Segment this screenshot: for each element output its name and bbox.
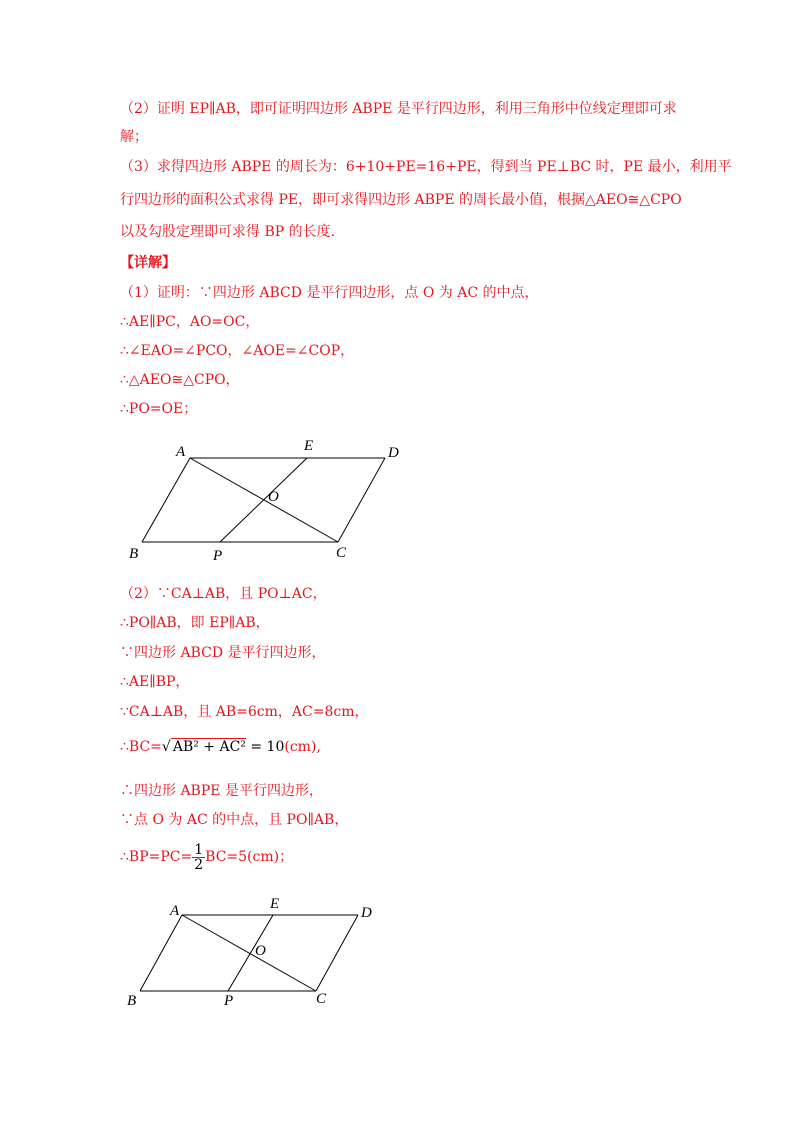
- analysis-part3-line2: 行四边形的面积公式求得 PE，即可求得四边形 ABPE 的周长最小值，根据△AEO≅△CPO: [120, 192, 682, 208]
- bc-formula: ∴BC=√ AB² + AC² = 10(cm),: [120, 739, 321, 755]
- label-E: E: [270, 896, 280, 912]
- segment-AB: [142, 458, 190, 542]
- part1-line: ∴∠EAO=∠PCO，∠AOE=∠COP，: [120, 343, 355, 359]
- label-C: C: [316, 991, 327, 1007]
- label-D: D: [388, 445, 399, 461]
- fraction-denominator: 2: [194, 856, 204, 873]
- part2-line: ∴AE∥BP，: [120, 674, 190, 690]
- segment-EP: [220, 458, 307, 542]
- analysis-part3-line3: 以及勾股定理即可求得 BP 的长度.: [120, 224, 336, 240]
- part2b-line: ∴四边形 ABPE 是平行四边形，: [120, 783, 323, 799]
- bp-formula: [120, 842, 293, 872]
- parallelogram-figure-2: [118, 893, 398, 1023]
- part2-line: ∵CA⊥AB，且 AB=6cm，AC=8cm，: [120, 704, 369, 720]
- part1-line: ∴AE∥PC，AO=OC，: [120, 314, 260, 330]
- one-half-fraction: [192, 843, 205, 872]
- part2b-line: ∵点 O 为 AC 的中点，且 PO∥AB，: [120, 812, 349, 828]
- part2-line: （2）∵CA⊥AB，且 PO⊥AC，: [120, 586, 327, 602]
- part2-line: ∴PO∥AB，即 EP∥AB，: [120, 615, 270, 631]
- label-E: E: [304, 438, 314, 454]
- part1-line: ∴PO=OE；: [120, 401, 198, 417]
- bc-formula-prefix: ∴BC=: [120, 739, 162, 755]
- label-B: B: [127, 993, 137, 1009]
- segment-DC: [338, 458, 385, 542]
- part1-line: （1）证明：∵四边形 ABCD 是平行四边形，点 O 为 AC 的中点，: [120, 285, 539, 301]
- bp-formula-prefix: ∴BP=PC=: [120, 849, 193, 865]
- segment-DC: [316, 915, 358, 991]
- label-D: D: [361, 905, 372, 921]
- label-A: A: [170, 903, 180, 919]
- analysis-part3-line1: （3）求得四边形 ABPE 的周长为：6+10+PE=16+PE，得到当 PE⊥BC 时，PE 最小，利用平: [120, 159, 732, 175]
- label-O: O: [255, 943, 266, 959]
- fraction-numerator: 1: [194, 841, 204, 858]
- segment-EP: [228, 915, 273, 991]
- label-A: A: [176, 444, 186, 460]
- segment-AB: [140, 915, 182, 991]
- analysis-part2-line1: （2）证明 EP∥AB，即可证明四边形 ABPE 是平行四边形，利用三角形中位线定理即可求: [120, 101, 677, 117]
- part2-line: ∵四边形 ABCD 是平行四边形，: [120, 645, 326, 661]
- segment-AC: [182, 915, 316, 991]
- bp-formula-suffix: BC=5(cm)；: [205, 849, 294, 865]
- part1-line: ∴△AEO≅△CPO，: [120, 372, 240, 388]
- label-O: O: [268, 489, 279, 505]
- detail-header: 【详解】: [120, 255, 176, 271]
- bc-formula-result: = 10: [250, 739, 285, 755]
- bc-formula-unit: (cm),: [284, 739, 321, 755]
- parallelogram-figure-1: [120, 430, 420, 580]
- label-C: C: [336, 545, 347, 561]
- bc-formula-radicand: AB² + AC²: [172, 739, 246, 755]
- label-P: P: [224, 993, 234, 1009]
- label-B: B: [129, 546, 139, 562]
- analysis-part2-line2: 解；: [120, 129, 148, 145]
- label-P: P: [213, 548, 223, 564]
